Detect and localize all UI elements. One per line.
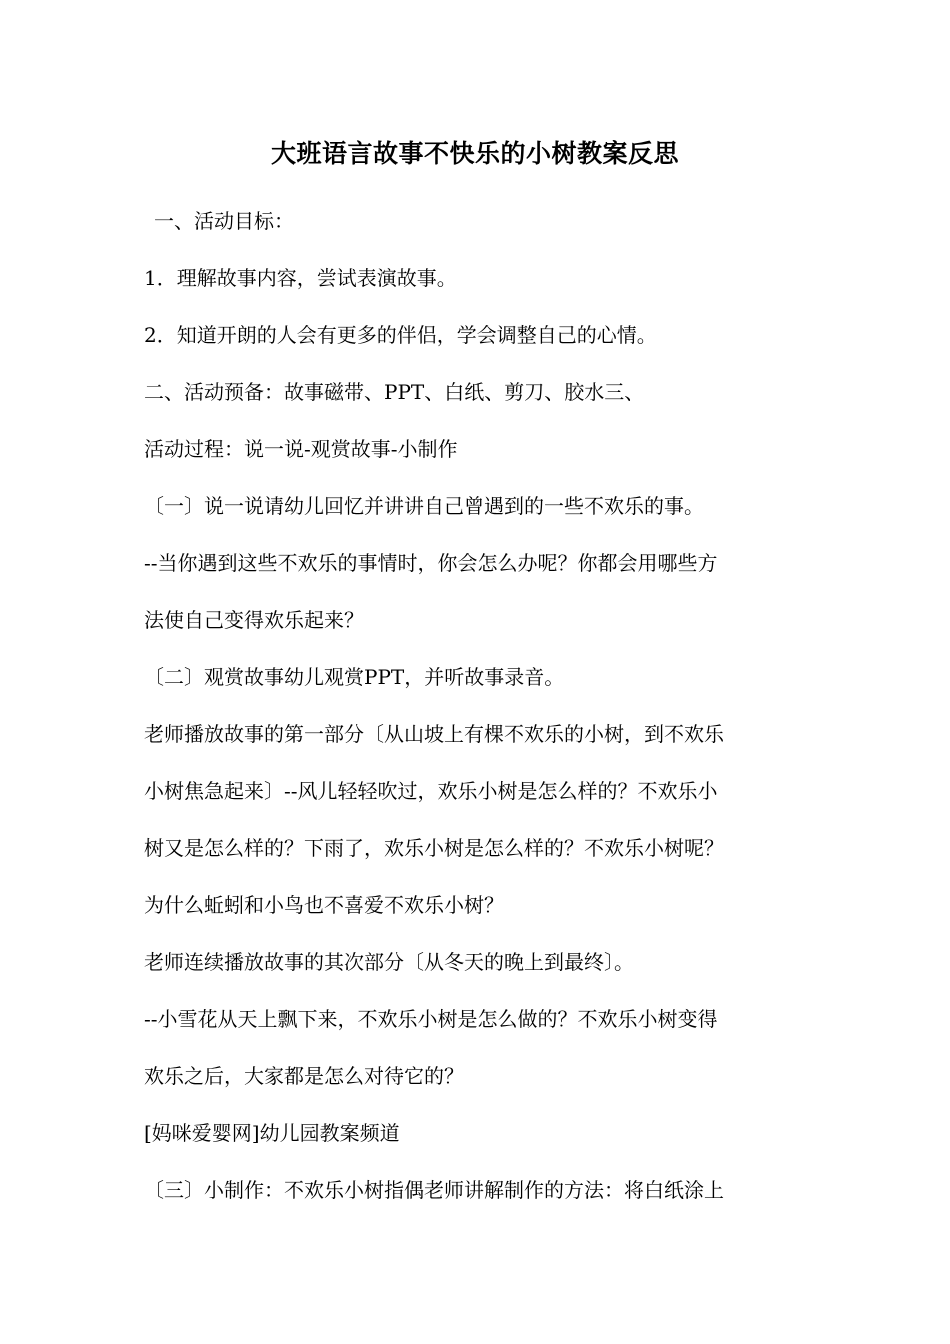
paragraph-line: --当你遇到这些不欢乐的事情时，你会怎么办呢？你都会用哪些方: [144, 551, 718, 575]
section-heading-preparation: 二、活动预备：故事磁带、PPT、白纸、剪刀、胶水三、: [144, 380, 645, 404]
paragraph-line: 树又是怎么样的？下雨了，欢乐小树是怎么样的？不欢乐小树呢？: [144, 836, 724, 860]
document-title: 大班语言故事不快乐的小树教案反思: [270, 139, 679, 168]
step-two-line: 〔二〕观赏故事幼儿观赏PPT，并听故事录音。: [144, 665, 565, 689]
section-heading-objectives: 一、活动目标：: [154, 209, 294, 233]
paragraph-line: 为什么蚯蚓和小鸟也不喜爱不欢乐小树？: [144, 893, 504, 917]
paragraph-line: 老师连续播放故事的其次部分〔从冬天的晚上到最终〕。: [144, 950, 634, 974]
step-three-line: 〔三〕小制作：不欢乐小树指偶老师讲解制作的方法：将白纸涂上: [144, 1178, 724, 1202]
paragraph-line: 欢乐之后，大家都是怎么对待它的？: [144, 1064, 464, 1088]
objective-item-1: 1．理解故事内容，尝试表演故事。: [144, 266, 457, 290]
source-note-line: [妈咪爱婴网]幼儿园教案频道: [144, 1121, 400, 1145]
activity-process-line: 活动过程：说一说-观赏故事-小制作: [144, 437, 458, 461]
objective-item-2: 2．知道开朗的人会有更多的伴侣，学会调整自己的心情。: [144, 323, 657, 347]
paragraph-line: 老师播放故事的第一部分〔从山坡上有棵不欢乐的小树，到不欢乐: [144, 722, 724, 746]
step-one-line: 〔一〕说一说请幼儿回忆并讲讲自己曾遇到的一些不欢乐的事。: [144, 494, 704, 518]
paragraph-line: 法使自己变得欢乐起来？: [144, 608, 364, 632]
paragraph-line: --小雪花从天上飘下来，不欢乐小树是怎么做的？不欢乐小树变得: [144, 1007, 718, 1031]
paragraph-line: 小树焦急起来〕--风儿轻轻吹过，欢乐小树是怎么样的？不欢乐小: [144, 779, 718, 803]
